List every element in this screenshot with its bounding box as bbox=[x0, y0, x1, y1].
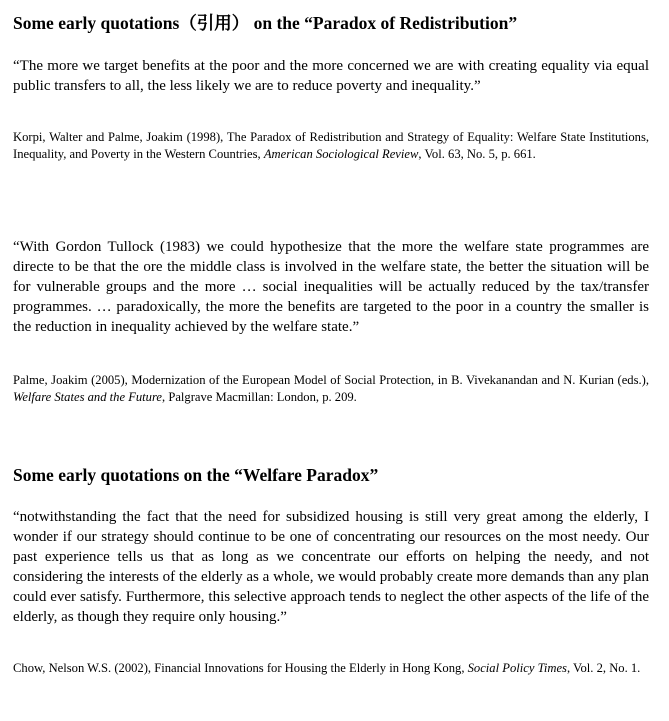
citation-details: , Vol. 63, No. 5, p. 661. bbox=[418, 147, 536, 161]
citation-text: Korpi, Walter and Palme, Joakim (1998), The Paradox of Redistribution and Strategy of Equality: Welfare State Institutions, Inequality, and Poverty in the Western Countries, bbox=[13, 130, 649, 161]
citation-text: Palme, Joakim (2005), Modernization of the European Model of Social Protection, in B. Vivekanandan and N. Kurian (eds.), bbox=[13, 373, 649, 387]
section-heading-paradox-of-redistribution: Some early quotations（引用） on the “Paradox of Redistribution” bbox=[13, 13, 518, 33]
citation-palme-2005 bbox=[13, 372, 649, 406]
quote-chow: “notwithstanding the fact that the need for subsidized housing is still very great among the elderly, I wonder if our strategy should continue to be one of concentrating our resources on the most needy. Our past experience tells us that as long as we concentrate our efforts on helping the needy, and not considering the interests of the elderly as a whole, we would probably create more demands than any plan could ever satisfy. Furthermore, this selective approach tends to neglect the other aspects of the life of the elderly, as though they require only housing.” bbox=[13, 509, 649, 625]
citation-details: , Palgrave Macmillan: London, p. 209. bbox=[162, 390, 357, 404]
citation-journal: American Sociological Review bbox=[263, 147, 419, 161]
section-heading-welfare-paradox: Some early quotations on the “Welfare Paradox” bbox=[13, 465, 379, 485]
citation-journal: Social Policy Times bbox=[467, 661, 567, 675]
quote-palme-2005: “With Gordon Tullock (1983) we could hypothesize that the more the welfare state programmes are directe to be that the ore the middle class is involved in the welfare state, the better the situation will be for vulnerable groups and the more … social inequalities will be actually reduced by the tax/transfer programmes. … paradoxically, the more the benefits are targeted to the poor in a country the smaller is the reduction in inequality achieved by the welfare state.” bbox=[13, 239, 649, 335]
quote-korpi-palme: “The more we target benefits at the poor and the more concerned we are with creating equality via equal public transfers to all, the less likely we are to reduce poverty and inequality.” bbox=[13, 58, 649, 94]
citation-details: , Vol. 2, No. 1. bbox=[566, 661, 641, 675]
citation-book: Welfare States and the Future bbox=[13, 390, 163, 404]
citation-text: Chow, Nelson W.S. (2002), Financial Innovations for Housing the Elderly in Hong Kong, bbox=[13, 661, 468, 675]
citation-korpi-palme bbox=[13, 129, 649, 163]
citation-chow bbox=[13, 660, 649, 677]
